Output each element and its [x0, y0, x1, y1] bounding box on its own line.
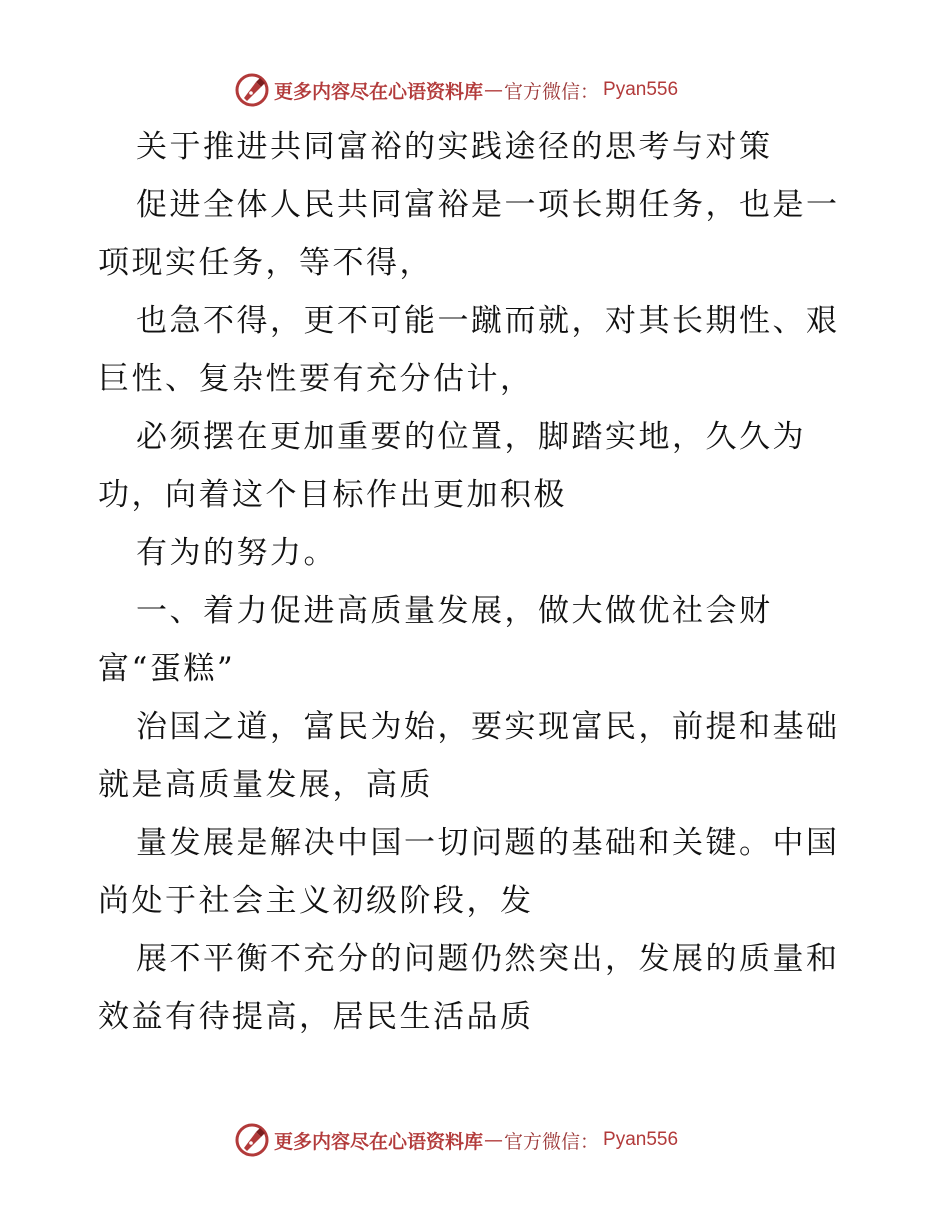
banner-colon: ：	[580, 1130, 600, 1153]
fountain-pen-logo-icon	[234, 72, 270, 108]
wechat-id: Pyan556	[603, 79, 679, 100]
library-text: 更多内容尽在心语资料库	[274, 1130, 484, 1153]
paragraph-line: 功，向着这个目标作出更加积极	[98, 477, 567, 513]
section-heading-cont: 富“蛋糕”	[98, 651, 236, 687]
paragraph-line: 量发展是解决中国一切问题的基础和关键。中国	[136, 825, 840, 861]
document-body	[98, 118, 858, 1046]
paragraph-line: 也急不得，更不可能一蹴而就，对其长期性、艰	[136, 303, 840, 339]
header-watermark-banner	[234, 70, 754, 110]
paragraph-line: 展不平衡不充分的问题仍然突出，发展的质量和	[136, 941, 840, 977]
paragraph-line: 治国之道，富民为始，要实现富民，前提和基础	[136, 709, 840, 745]
wechat-label: 官方微信	[504, 80, 581, 103]
paragraph-line: 有为的努力。	[136, 535, 337, 571]
document-title: 关于推进共同富裕的实践途径的思考与对策	[136, 129, 773, 165]
paragraph-line: 必须摆在更加重要的位置，脚踏实地，久久为	[136, 419, 806, 455]
fountain-pen-logo-icon	[234, 1122, 270, 1158]
paragraph-line: 效益有待提高，居民生活品质	[98, 999, 534, 1035]
banner-dash: —	[484, 1129, 504, 1151]
wechat-label: 官方微信	[504, 1130, 581, 1153]
wechat-id: Pyan556	[603, 1129, 679, 1150]
banner-colon: ：	[580, 80, 600, 103]
paragraph-line: 促进全体人民共同富裕是一项长期任务，也是一	[136, 187, 840, 223]
footer-watermark-banner	[234, 1120, 754, 1160]
section-heading: 一、着力促进高质量发展，做大做优社会财	[136, 593, 773, 629]
paragraph-line: 项现实任务，等不得，	[98, 245, 433, 281]
paragraph-line: 就是高质量发展，高质	[98, 767, 433, 803]
paragraph-line: 尚处于社会主义初级阶段，发	[98, 883, 534, 919]
paragraph-line: 巨性、复杂性要有充分估计，	[98, 361, 534, 397]
banner-dash: —	[484, 79, 504, 101]
library-text: 更多内容尽在心语资料库	[274, 80, 484, 103]
